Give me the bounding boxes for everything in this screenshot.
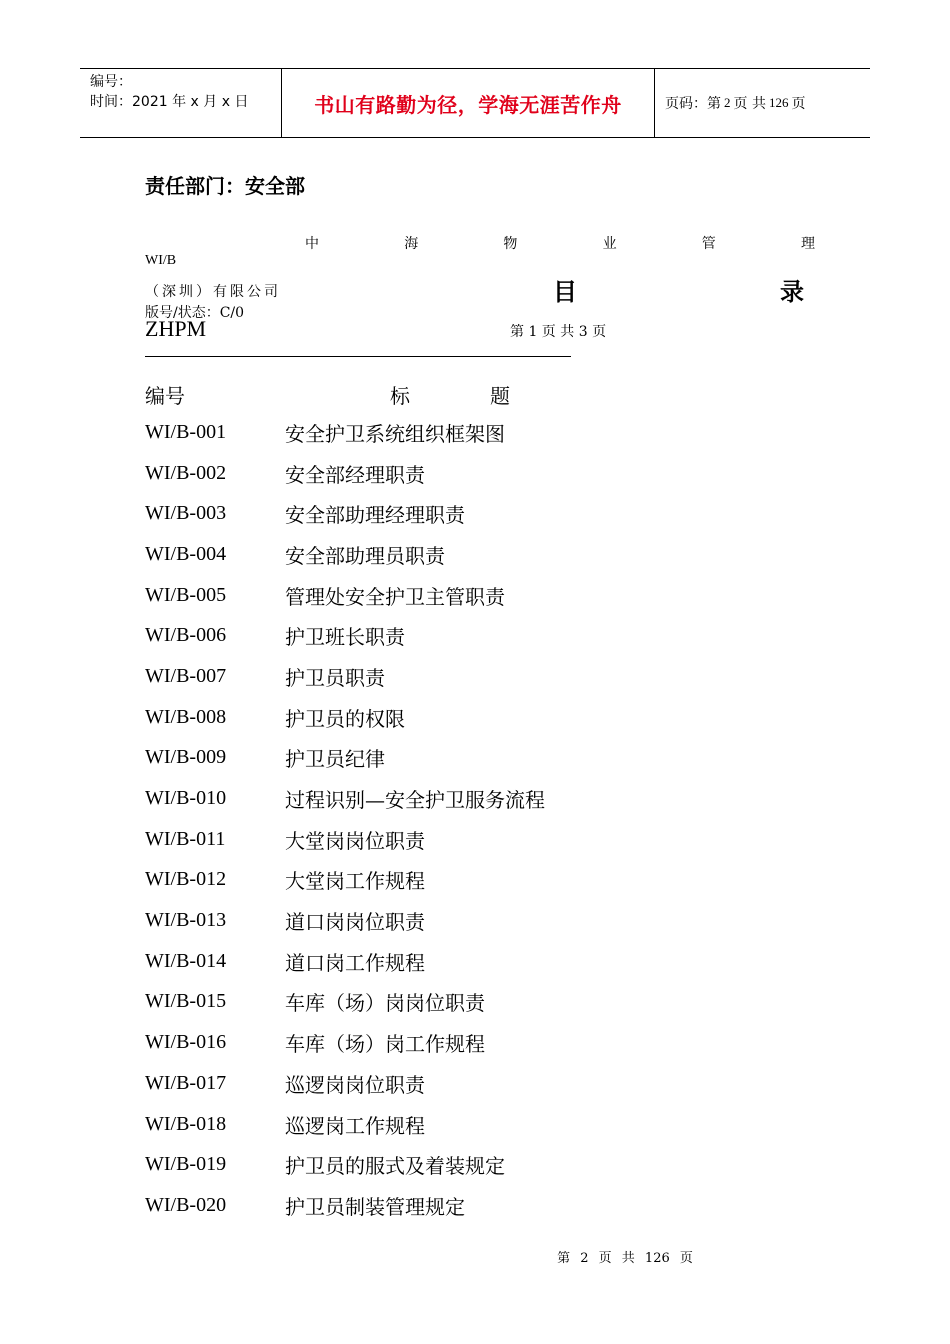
toc-row (145, 900, 785, 941)
toc-row (145, 493, 785, 534)
number-label: 编号： (90, 74, 132, 90)
header-left-cell (80, 69, 282, 137)
toc-row (145, 412, 785, 453)
toc-row (145, 738, 785, 779)
toc-code: WI/B-007 (145, 664, 227, 687)
toc-title-b: 录 (780, 278, 804, 306)
toc-title: 车库（场）岗岗位职责 (285, 991, 485, 1016)
toc-code: WI/B-018 (145, 1112, 227, 1135)
toc-row (145, 860, 785, 901)
column-header-title-a: 标 (390, 384, 410, 408)
toc-title: 护卫员的服式及着装规定 (285, 1154, 505, 1179)
column-header-number: 编号 (145, 384, 185, 408)
version-status: 版号/状态：C/0 (145, 305, 245, 321)
toc-code: WI/B-008 (145, 705, 227, 728)
toc-row (145, 1063, 785, 1104)
header-page-cell (655, 69, 870, 137)
toc-row (145, 819, 785, 860)
toc-list (145, 412, 785, 1226)
toc-code: WI/B-011 (145, 827, 226, 850)
toc-code: WI/B-019 (145, 1153, 227, 1176)
toc-code: WI/B-013 (145, 909, 227, 932)
toc-row (145, 1022, 785, 1063)
page-prefix: 页码：第 (665, 96, 721, 112)
toc-title: 巡逻岗岗位职责 (285, 1072, 425, 1097)
toc-code: WI/B-014 (145, 949, 227, 972)
toc-code: WI/B-006 (145, 624, 227, 647)
toc-title: 护卫员纪律 (285, 747, 385, 772)
page-suffix: 页 (791, 96, 806, 112)
page-header (80, 68, 870, 138)
divider (145, 356, 571, 357)
company-char: 管 (701, 236, 716, 252)
toc-title: 护卫员职责 (285, 665, 385, 690)
toc-title: 车库（场）岗工作规程 (285, 1032, 485, 1057)
toc-code: WI/B-010 (145, 787, 227, 810)
company-char: 业 (602, 236, 617, 252)
company-suffix: （深圳）有限公司 (145, 284, 281, 300)
toc-row (145, 534, 785, 575)
toc-code: WI/B-016 (145, 1031, 227, 1054)
time-label: 时间：2021 年 x 月 x 日 (90, 94, 249, 110)
toc-code: WI/B-009 (145, 746, 227, 769)
toc-title: 护卫班长职责 (285, 625, 405, 650)
toc-row (145, 453, 785, 494)
page-mid: 页 共 (733, 96, 766, 112)
motto-text: 书山有路勤为径，学海无涯苦作舟 (314, 92, 622, 117)
header-motto-cell (282, 69, 655, 137)
toc-row (145, 1185, 785, 1226)
toc-code: WI/B-005 (145, 583, 227, 606)
toc-title: 护卫员制装管理规定 (285, 1194, 465, 1219)
toc-code: WI/B-017 (145, 1071, 227, 1094)
toc-code: WI/B-002 (145, 461, 227, 484)
toc-code: WI/B-004 (145, 542, 227, 565)
toc-row (145, 575, 785, 616)
toc-row (145, 656, 785, 697)
toc-row (145, 697, 785, 738)
company-char: 中 (305, 236, 319, 252)
department-title: 责任部门：安全部 (145, 174, 305, 198)
toc-code: WI/B-001 (145, 420, 227, 443)
toc-title: 过程识别—安全护卫服务流程 (285, 788, 545, 813)
toc-title: 安全部助理经理职责 (285, 503, 465, 528)
toc-title: 大堂岗岗位职责 (285, 828, 425, 853)
toc-page-count: 第 1 页 共 3 页 (510, 324, 607, 340)
toc-row (145, 1144, 785, 1185)
toc-title: 巡逻岗工作规程 (285, 1113, 425, 1138)
doc-code: WI/B (145, 253, 177, 268)
toc-row (145, 1104, 785, 1145)
toc-row (145, 778, 785, 819)
toc-row (145, 941, 785, 982)
company-name-spaced (305, 233, 815, 253)
toc-title: 安全部经理职责 (285, 462, 425, 487)
page-footer (0, 1247, 950, 1266)
toc-code: WI/B-015 (145, 990, 227, 1013)
company-char: 理 (800, 236, 815, 252)
toc-title: 护卫员的权限 (285, 706, 405, 731)
page-total: 126 (768, 95, 789, 110)
company-abbr: ZHPM (145, 316, 207, 341)
toc-title: 大堂岗工作规程 (285, 869, 425, 894)
toc-row (145, 982, 785, 1023)
toc-code: WI/B-012 (145, 868, 227, 891)
toc-title: 道口岗工作规程 (285, 950, 425, 975)
toc-row (145, 615, 785, 656)
column-header-title-b: 题 (490, 384, 510, 408)
toc-title: 道口岗岗位职责 (285, 910, 425, 935)
company-char: 海 (404, 236, 419, 252)
toc-title: 管理处安全护卫主管职责 (285, 584, 505, 609)
toc-code: WI/B-003 (145, 502, 227, 525)
company-char: 物 (503, 236, 518, 252)
toc-title: 安全护卫系统组织框架图 (285, 421, 505, 446)
page-current: 2 (724, 95, 731, 110)
toc-title-a: 目 (553, 278, 577, 306)
footer-page-number: 第 2 页 共 126 页 (557, 1251, 693, 1266)
toc-code: WI/B-020 (145, 1193, 227, 1216)
toc-title: 安全部助理员职责 (285, 543, 445, 568)
